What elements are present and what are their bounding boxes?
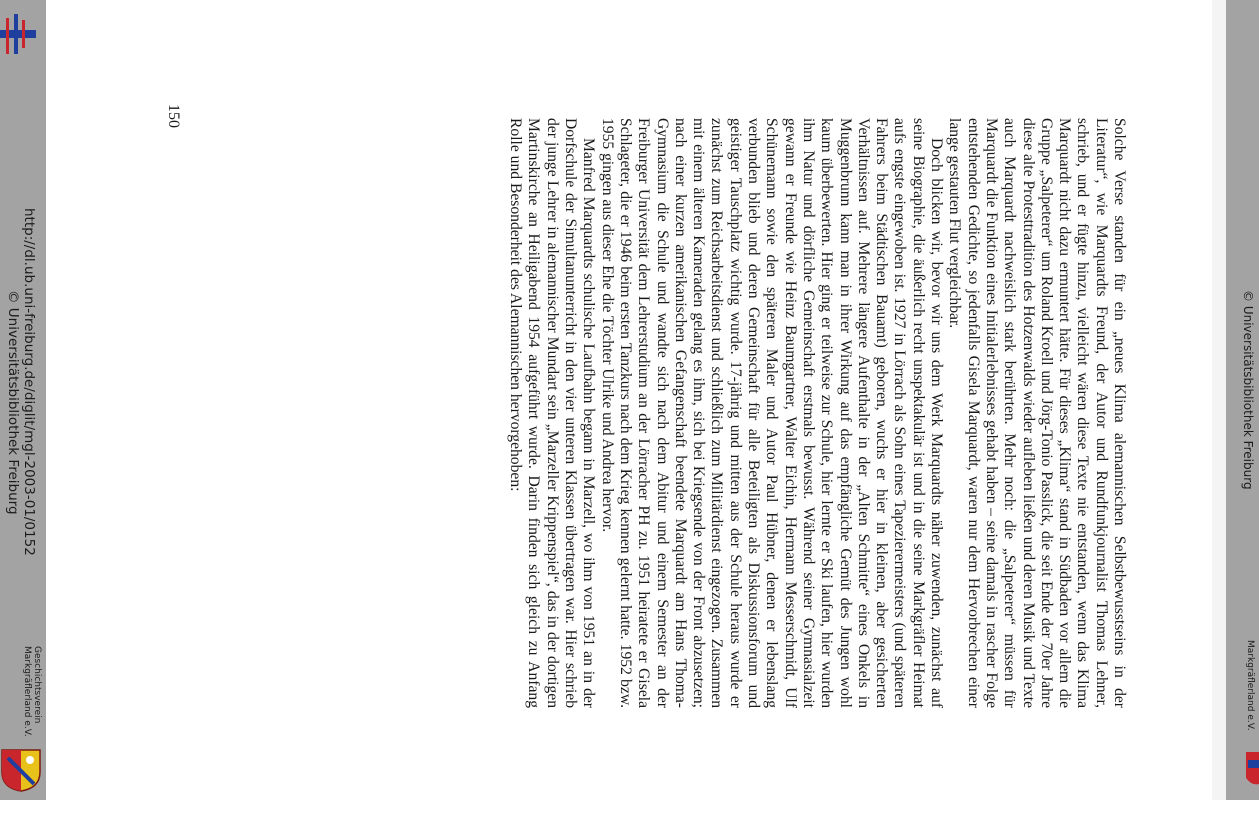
- fragment-association: Markgräflerland e.V.: [1245, 640, 1255, 731]
- association-name-line2: Markgräflerland e.V.: [22, 646, 32, 737]
- document-url[interactable]: http://dl.ub.uni-freiburg.de/diglit/mgl-2003-01/0152: [21, 208, 37, 556]
- paragraph: Doch blicken wir, bevor wir uns dem Werk Marquardts näher zuwenden, zunächst auf seine Biographie, die äußerlich recht unspektakulär ist und in die seine Markgräfler Heimat aufs engste eingewoben ist. 1927 in Lörrach als Sohn eines Tapezierermeisters (und späteren Fahrers beim Städtischen Bauamt) geboren, wuchs er hier in kleinen, aber gesicherten Verhältnissen auf. Mehrere längere Aufenthalte in der „Alten Schmitte“ eines Onkels in Muggenbrunn kann man in ihrer Wirkung auf das empfängliche Gemüt des Jungen wohl kaum überbewerten. Hier ging er teilweise zur Schule, hier lernte er Ski laufen, hier wurden ihm Natur und dörfliche Gemeinschaft erstmals bewusst. Während seiner Gymnasialzeit gewann er Freunde wie Heinz Baumgartner, Walter Eichin, Hermann Messerschmidt, Ulf Schünemann sowie den späteren Maler und Autor Paul Hübner, denen er lebenslang verbunden blieb und deren Gemeinschaft für alle Beteiligten als Diskussionsforum und geistiger Tauschplatz wichtig wurde. 17-jährig und mitten aus der Schule heraus wurde er zunächst zum Reichsarbeitsdienst und schließlich zum Militärdienst eingezogen. Zusammen mit einem älteren Kameraden gelang es ihm, sich bei Kriegsende von der Front abzusetzen; nach einer kurzen amerikanischen Gefangenschaft beendete Marquardt am Hans Thoma-Gymnasium die Schule und wandte sich nach dem Abitur und einem Semester an der Freiburger Universität dem Lehrerstudium an der Lörracher PH zu. 1951 heiratete er Gisela Schlageter, die er 1946 beim ersten Tanzkurs nach dem Krieg kennen gelernt hatte. 1952 bzw. 1955 gingen aus dieser Ehe die Töchter Ulrike und Andrea hervor.: [598, 118, 946, 708]
- page-number: 150: [165, 104, 182, 128]
- paragraph: Solche Verse standen für ein „neues Klima alemannischen Selbstbewusstseins in der Literatur“, wie Marquardts Freund, der Autor und Rundfunkjournalist Thomas Lehner, schrieb, und er fügte hinzu, vielleicht wären diese Texte nie entstanden, wenn das Klima Marquardt nicht dazu ermuntert hätte. Für dieses „Klima“ stand in Südbaden vor allem die Gruppe „Salpeterer“ um Roland Kroell und Jörg-Tonio Passlick, die seit Ende der 70er Jahre diese alte Protesttradition des Hotzenwalds wieder aufleben ließen und deren Musik und Texte auch Marquardt nachweislich stark berührten. Mehr noch: die „Salpeterer“ müssen für Marquardt die Funktion eines Initialerlebnisses gehabt haben – seine damals in rascher Folge entstehenden Gedichte, so jedenfalls Gisela Marquardt, waren nur dem Hervorbrechen einer lange gestauten Flut vergleichbar.: [946, 118, 1128, 708]
- association-caption: [0, 0, 46, 800]
- copyright-notice: © Universitätsbibliothek Freiburg: [5, 290, 21, 515]
- next-page-fragment: [1226, 0, 1259, 800]
- page-body: [506, 118, 1128, 708]
- paragraph: Manfred Marquardts schulische Laufbahn begann in Marzell, wo ihm von 1951 an in der Dorfschule der Simultanunterricht in den vier unteren Klassen übertragen war. Hier schrieb der junge Lehrer in alemannischer Mundart sein „Marzeller Krippenspiel“, das in der dortigen Martinskirche an Heiligabend 1954 aufgeführt wurde. Darin finden sich gleich zu Anfang Rolle und Besonderheit des Alemannischen hervorgehoben:: [507, 118, 598, 708]
- association-name-line1: Geschichtsverein: [32, 646, 42, 724]
- fragment-copyright: © Universitätsbibliothek Freiburg: [1241, 290, 1255, 490]
- scanned-page: [150, 0, 1200, 800]
- right-gap: [1212, 0, 1226, 800]
